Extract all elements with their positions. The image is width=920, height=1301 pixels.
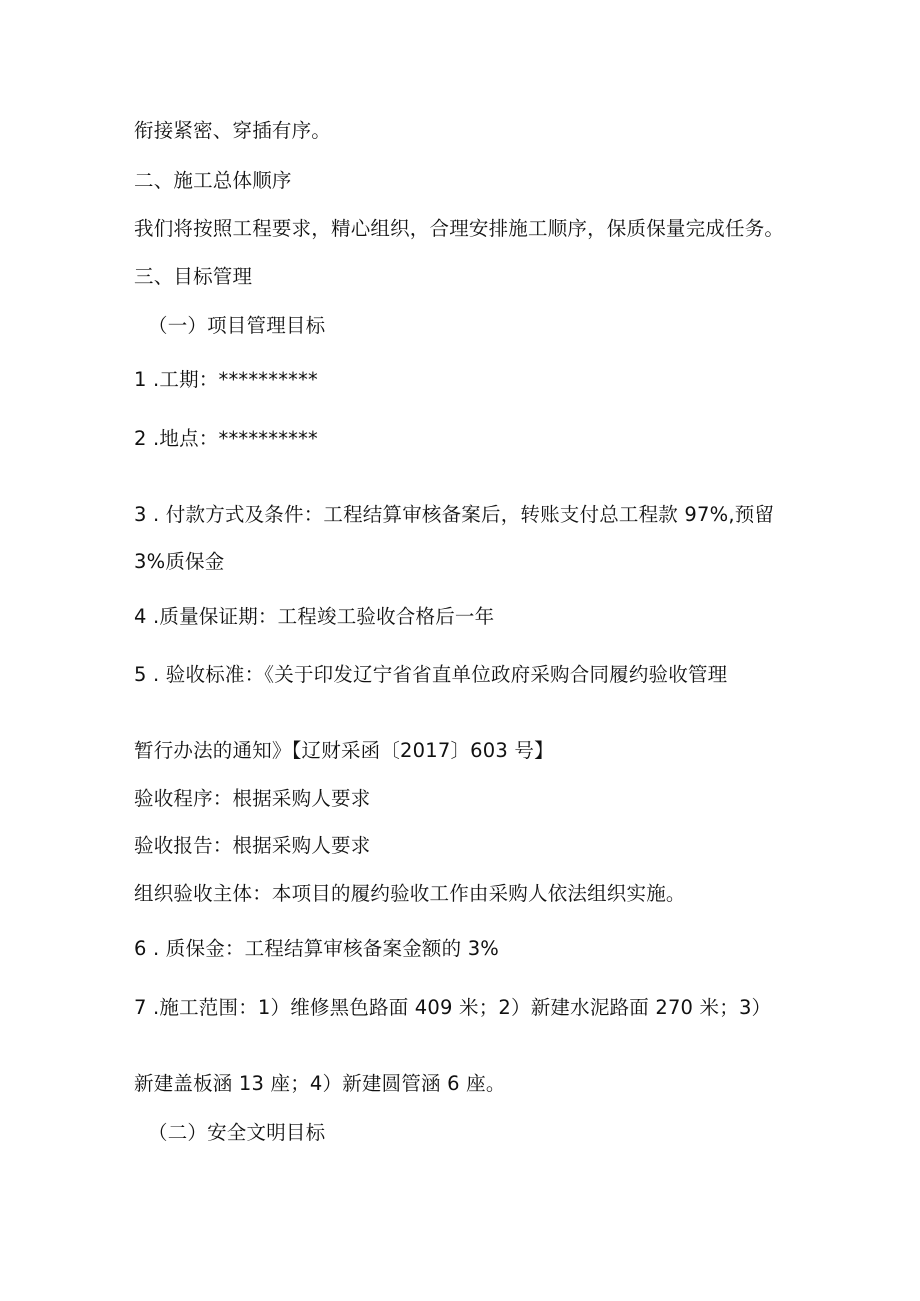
list-item-3: 3 . 付款方式及条件：工程结算审核备案后，转账支付总工程款 97%,预留 [134,503,775,526]
text-line-1: 衔接紧密、穿插有序。 [134,119,332,142]
list-item-2: 2 .地点：********** [134,427,319,450]
list-item-3-cont: 3%质保金 [134,550,225,573]
list-item-5-cont: 暂行办法的通知》【辽财采函〔2017〕603 号】 [134,739,554,762]
text-line-acceptance-body: 组织验收主体：本项目的履约验收工作由采购人依法组织实施。 [134,882,686,905]
text-line-acceptance-procedure: 验收程序：根据采购人要求 [134,787,371,810]
list-item-5: 5 . 验收标准：《关于印发辽宁省省直单位政府采购合同履约验收管理 [134,663,728,686]
list-item-7: 7 .施工范围：1）维修黑色路面 409 米；2）新建水泥路面 270 米；3） [134,996,772,1019]
text-line-acceptance-report: 验收报告：根据采购人要求 [134,834,371,857]
subsection-heading-2: （二）安全文明目标 [148,1121,326,1144]
list-item-1: 1 .工期：********** [134,368,319,391]
text-line-3: 我们将按照工程要求，精心组织，合理安排施工顺序，保质保量完成任务。 [134,217,785,240]
section-heading-2: 二、施工总体顺序 [134,169,292,192]
subsection-heading-1: （一）项目管理目标 [148,314,326,337]
list-item-7-cont: 新建盖板涵 13 座；4）新建圆管涵 6 座。 [134,1072,506,1095]
section-heading-3: 三、目标管理 [134,265,253,288]
list-item-4: 4 .质量保证期：工程竣工验收合格后一年 [134,605,495,628]
list-item-6: 6 . 质保金：工程结算审核备案金额的 3% [134,937,500,960]
